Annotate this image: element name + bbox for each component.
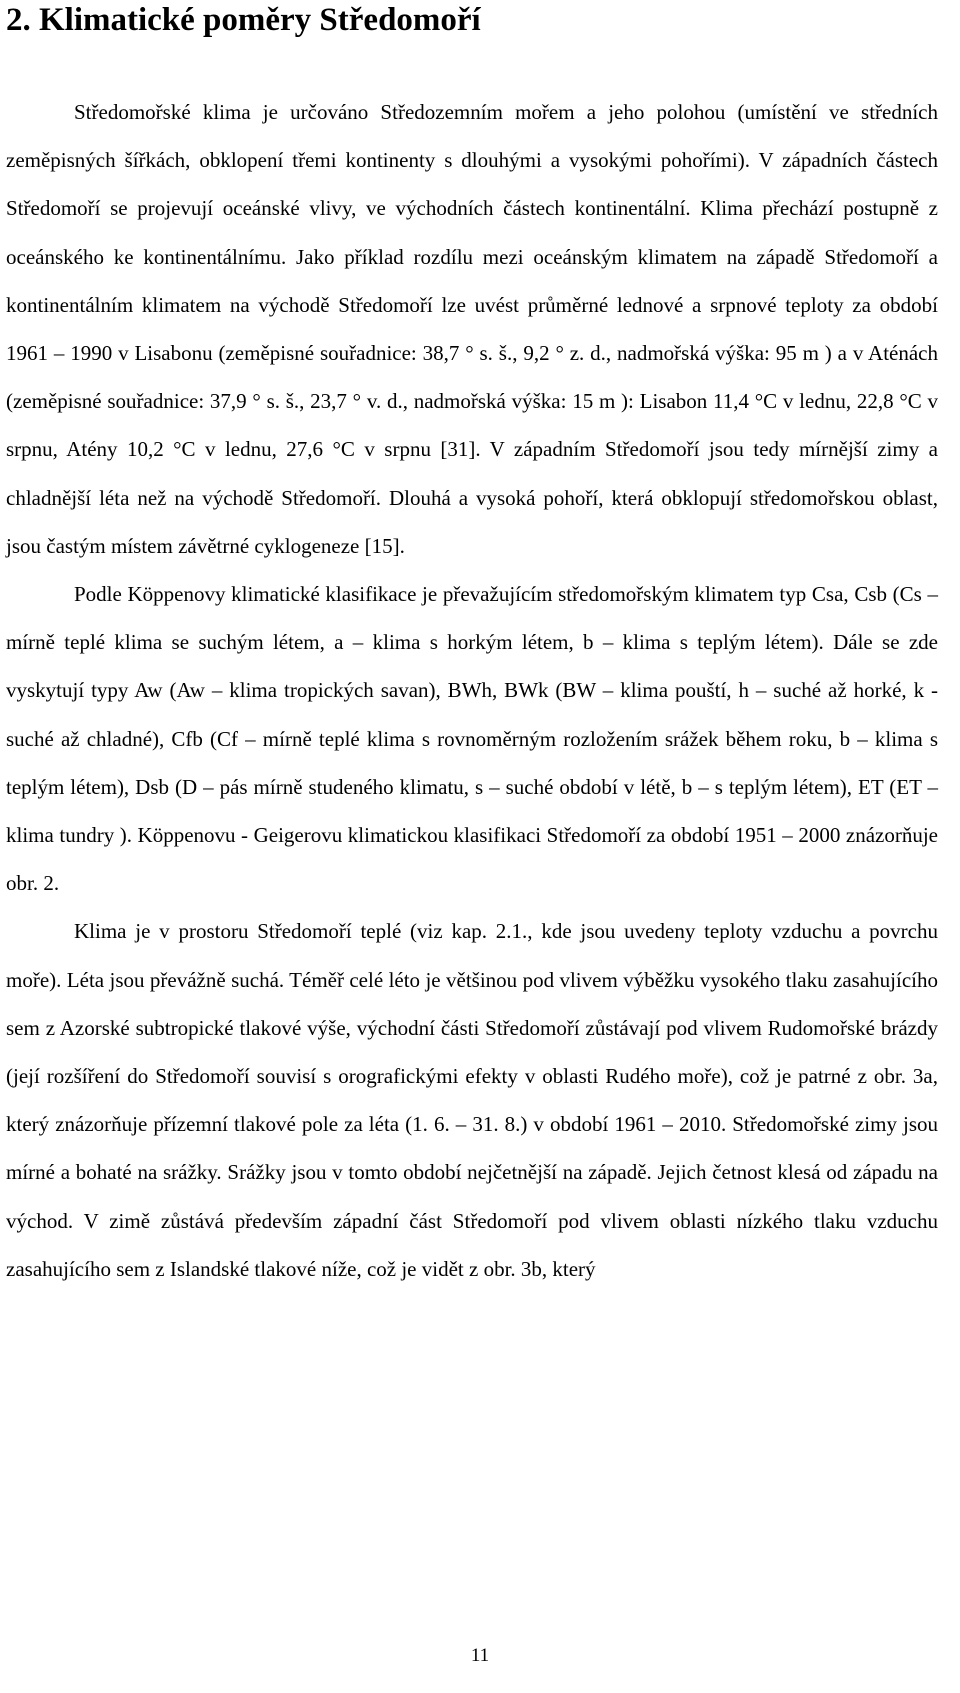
section-heading: 2. Klimatické poměry Středomoří (6, 2, 481, 38)
paragraph-climate-overview: Středomořské klima je určováno Středozemním mořem a jeho polohou (umístění ve středních zeměpisných šířkách, obklopení třemi kontinenty s dlouhými a vysokými pohořími). V západních částech Středomoří se projevují oceánské vlivy, ve východních částech kontinentální. Klima přechází postupně z oceánského ke kontinentálnímu. Jako příklad rozdílu mezi oceánským klimatem na západě Středomoří a kontinentálním klimatem na východě Středomoří lze uvést průměrné lednové a srpnové teploty za období 1961 – 1990 v Lisabonu (zeměpisné souřadnice: 38,7 ° s. š., 9,2 ° z. d., nadmořská výška: 95 m ) a v Aténách (zeměpisné souřadnice: 37,9 ° s. š., 23,7 ° v. d., nadmořská výška: 15 m ): Lisabon 11,4 °C v lednu, 22,8 °C v srpnu, Atény 10,2 °C v lednu, 27,6 °C v srpnu [31]. V západním Středomoří jsou tedy mírnější zimy a chladnější léta než na východě Středomoří. Dlouhá a vysoká pohoří, která obklopují středomořskou oblast, jsou častým místem závětrné cyklogeneze [15]. (6, 100, 938, 558)
paragraph-koppen-classification: Podle Köppenovy klimatické klasifikace je převažujícím středomořským klimatem typ Csa, Csb (Cs – mírně teplé klima se suchým létem, a – klima s horkým létem, b – klima s teplým létem). Dále se zde vyskytují typy Aw (Aw – klima tropických savan), BWh, BWk (BW – klima pouští, h – suché až horké, k - suché až chladné), Cfb (Cf – mírně teplé klima s rovnoměrným rozložením srážek během roku, b – klima s teplým létem), Dsb (D – pás mírně studeného klimatu, s – suché období v létě, b – s teplým létem), ET (ET – klima tundry ). Köppenovu - Geigerovu klimatickou klasifikaci Středomoří za období 1951 – 2000 znázorňuje obr. 2. (6, 582, 938, 896)
section-body (6, 88, 938, 1293)
page-number: 11 (470, 1645, 490, 1666)
paragraph-seasonal-pressure: Klima je v prostoru Středomoří teplé (viz kap. 2.1., kde jsou uvedeny teploty vzduchu a povrchu moře). Léta jsou převážně suchá. Téměř celé léto je většinou pod vlivem výběžku vysokého tlaku zasahujícího sem z Azorské subtropické tlakové výše, východní části Středomoří zůstávají pod vlivem Rudomořské brázdy (její rozšíření do Středomoří souvisí s orografickými efekty v oblasti Rudého moře), což je patrné z obr. 3a, který znázorňuje přízemní tlakové pole za léta (1. 6. – 31. 8.) v období 1961 – 2010. Středomořské zimy jsou mírné a bohaté na srážky. Srážky jsou v tomto období nejčetnější na západě. Jejich četnost klesá od západu na východ. V zimě zůstává především západní část Středomoří pod vlivem oblasti nízkého tlaku vzduchu zasahujícího sem z Islandské tlakové níže, což je vidět z obr. 3b, který (6, 919, 938, 1281)
